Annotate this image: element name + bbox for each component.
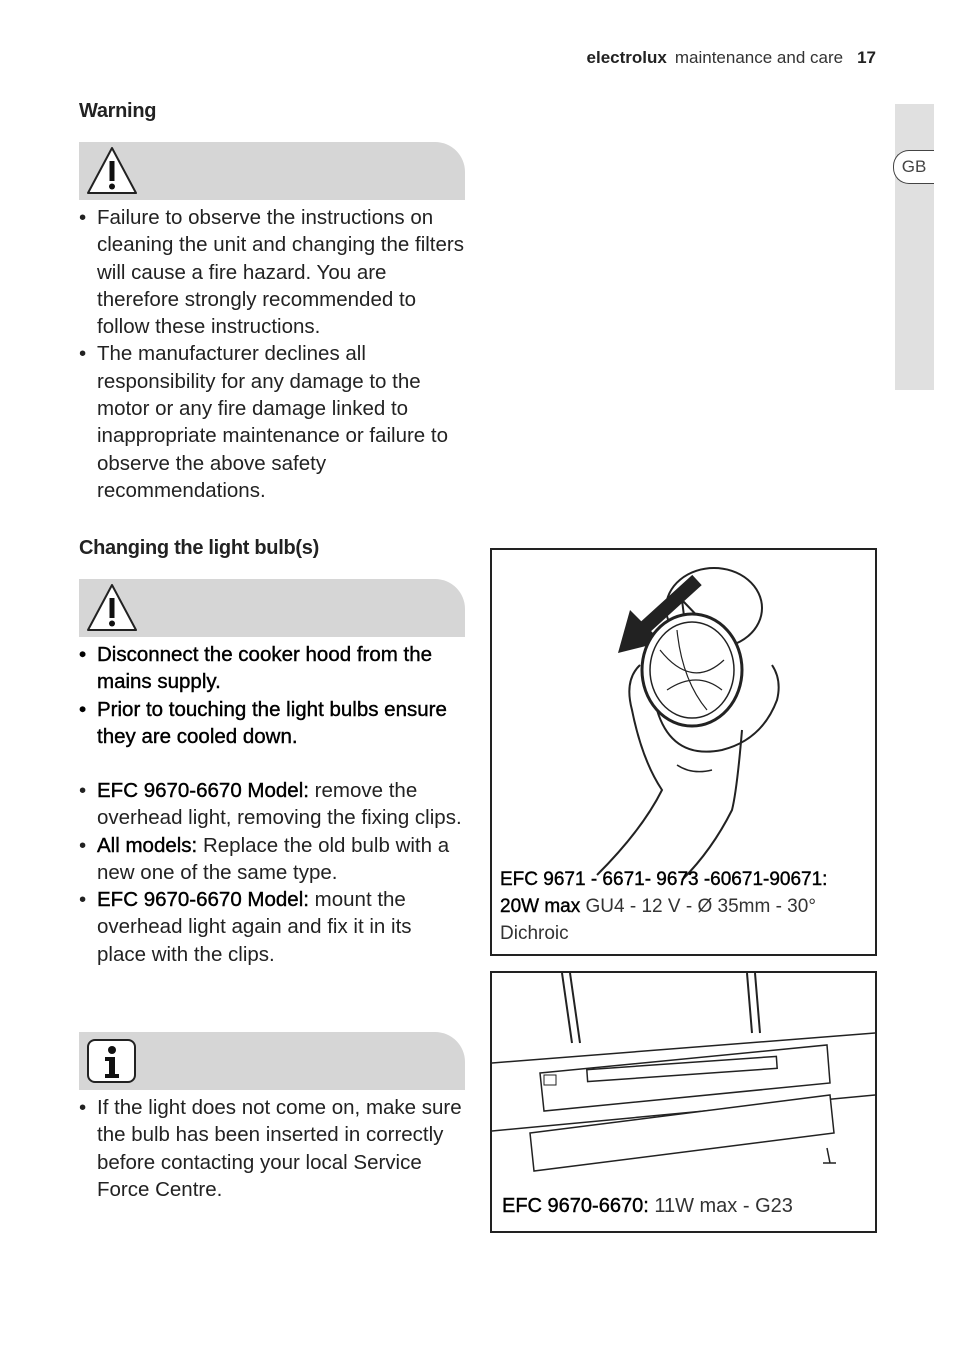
list-item: • The manufacturer declines all responsibility for any damage to the motor or any fire damage linked to inappropriate maintenance or failure to observe the above safety recommendations.: [79, 340, 465, 504]
step-text: Replace the old bulb with a new one of the same type.: [97, 833, 450, 884]
warning-triangle-icon: [85, 582, 139, 634]
page-number: 17: [857, 48, 876, 67]
page-header: [587, 48, 876, 68]
model-label: EFC 9670-6670 Model:: [97, 888, 309, 912]
side-tab: [895, 104, 934, 390]
figure2-caption: [502, 1193, 872, 1220]
step-text: remove the overhead light, removing the fixing clips.: [97, 779, 462, 830]
bulbs-heading: Changing the light bulb(s): [79, 537, 319, 559]
steps-list: [79, 777, 465, 968]
spec-text: GU4 - 12 V - Ø 35mm - 30° Dichroic: [500, 896, 816, 944]
model-label: All models:: [97, 833, 198, 857]
warning-list: [79, 204, 465, 504]
model-label: EFC 9671 - 6671- 9673 -60671-90671: 20W max: [500, 869, 828, 917]
caution-list: [79, 641, 465, 750]
list-item: [79, 777, 465, 832]
info-list: [79, 1094, 465, 1203]
language-tab-label: GB: [893, 150, 934, 184]
model-label: EFC 9670-6670 Model:: [97, 779, 309, 802]
section-title: maintenance and care: [674, 48, 844, 67]
figure-tube-light: [490, 971, 877, 1233]
brand-name: electrolux: [586, 48, 667, 67]
list-item: [79, 886, 465, 968]
spec-text: 11W max - G23: [648, 1195, 793, 1217]
hand-bulb-illustration: [492, 550, 875, 880]
caution-band: [79, 579, 465, 637]
list-item: • Disconnect the cooker hood from the mains supply.: [79, 641, 465, 696]
info-band: [79, 1032, 465, 1090]
warning-band: [79, 142, 465, 200]
step-text: mount the overhead light again and fix it in its place with the clips.: [97, 888, 412, 966]
list-item: [79, 832, 465, 887]
figure1-caption: [500, 866, 870, 947]
info-icon: [85, 1035, 139, 1087]
warning-triangle-icon: [85, 145, 139, 197]
figure-bulb-replacement: [490, 548, 877, 956]
warning-heading: Warning: [79, 100, 157, 122]
hood-light-illustration: [492, 973, 875, 1173]
model-label: EFC 9670-6670:: [502, 1195, 649, 1217]
list-item: • Prior to touching the light bulbs ensure they are cooled down.: [79, 696, 465, 751]
list-item: • Failure to observe the instructions on cleaning the unit and changing the filters will cause a fire hazard. You are therefore strongly recommended to follow these instructions.: [79, 204, 465, 340]
list-item: • If the light does not come on, make sure the bulb has been inserted in correctly before contacting your local Service Force Centre.: [79, 1094, 465, 1203]
